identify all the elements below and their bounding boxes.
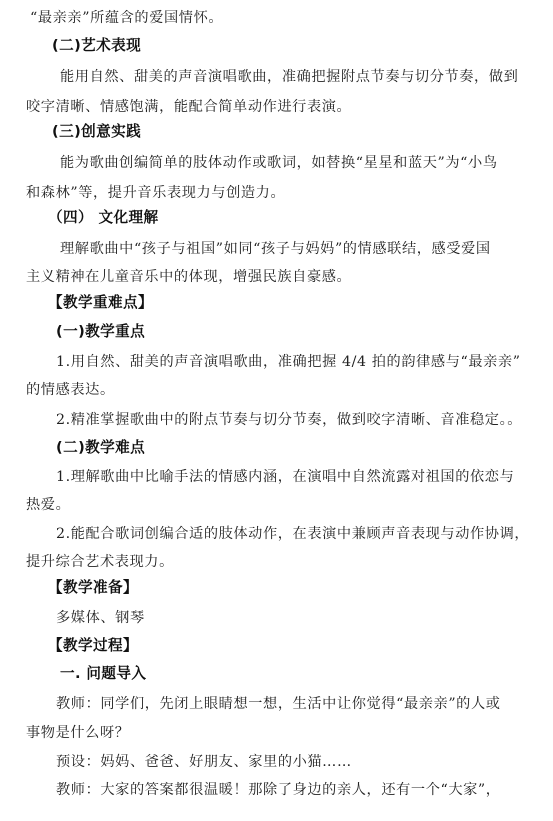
body-text-line: 1.用自然、甜美的声音演唱歌曲，准确把握 4/4 拍的韵律感与“最亲亲” xyxy=(56,354,521,370)
body-text-line: 1.理解歌曲中比喻手法的情感内涵，在演唱中自然流露对祖国的依恋与 xyxy=(56,469,515,485)
body-text-line: 2.能配合歌词创编合适的肢体动作，在表演中兼顾声音表现与动作协调， xyxy=(56,526,530,542)
body-text-line: “最亲亲”所蕴含的爱国情怀。 xyxy=(30,10,224,26)
body-text-line: 教师：同学们，先闭上眼睛想一想，生活中让你觉得“最亲亲”的人或 xyxy=(56,696,501,712)
body-text-line: 能为歌曲创编简单的肢体动作或歌词，如替换“星星和蓝天”为“小鸟 xyxy=(60,155,498,171)
body-text-line: 和森林”等，提升音乐表现力与创造力。 xyxy=(26,185,286,201)
subheading-teaching-difficulty: (二)教学难点 xyxy=(56,439,146,456)
body-text-line: 理解歌曲中“孩子与祖国”如同“孩子与妈妈”的情感联结，感受爱国 xyxy=(60,241,491,257)
body-text-line: 主义精神在儿童音乐中的体现，增强民族自豪感。 xyxy=(26,269,352,285)
section-heading-teaching-process: 【教学过程】 xyxy=(48,637,138,654)
section-heading-key-difficulties: 【教学重难点】 xyxy=(48,294,153,311)
section-heading-artistic-expression: (二)艺术表现 xyxy=(52,37,142,54)
body-text-line: 能用自然、甜美的声音演唱歌曲，准确把握附点节奏与切分节奏，做到 xyxy=(60,69,519,85)
section-heading-creative-practice: (三)创意实践 xyxy=(52,123,142,140)
body-text-line: 热爱。 xyxy=(26,497,71,513)
section-heading-cultural-understanding: （四） 文化理解 xyxy=(48,209,159,226)
body-text-line: 预设：妈妈、爸爸、好朋友、家里的小猫…… xyxy=(56,754,352,770)
body-text-line: 教师：大家的答案都很温暖！那除了身边的亲人，还有一个“大家”， xyxy=(56,782,501,798)
section-heading-teaching-preparation: 【教学准备】 xyxy=(48,579,138,596)
body-text-line: 的情感表达。 xyxy=(26,382,115,398)
body-text-line: 事物是什么呀？ xyxy=(26,725,130,741)
subheading-teaching-focus: (一)教学重点 xyxy=(56,323,146,340)
subheading-question-introduction: 一. 问题导入 xyxy=(60,665,147,682)
body-text-line: 多媒体、钢琴 xyxy=(56,610,145,626)
body-text-line: 咬字清晰、情感饱满，能配合简单动作进行表演。 xyxy=(26,99,352,115)
body-text-line: 2.精准掌握歌曲中的附点节奏与切分节奏，做到咬字清晰、音准稳定。。 xyxy=(56,412,523,428)
body-text-line: 提升综合艺术表现力。 xyxy=(26,554,174,570)
